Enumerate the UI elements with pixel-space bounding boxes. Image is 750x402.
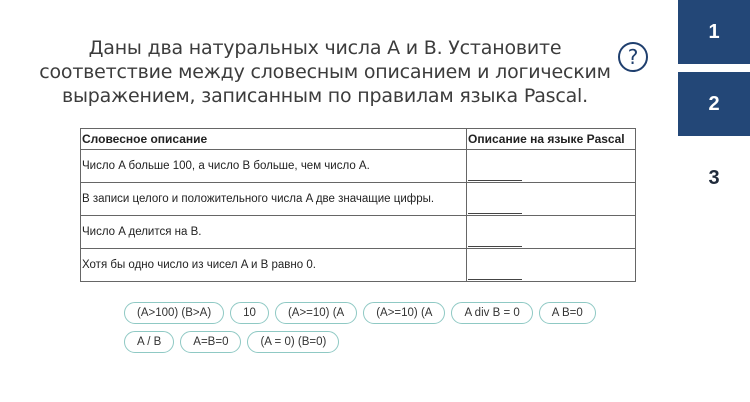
table-row [81,249,636,282]
table-row [81,150,636,183]
help-button[interactable] [618,42,648,72]
answer-drop-slot[interactable] [468,166,522,181]
answer-chip[interactable]: A B=0 [539,302,596,324]
answer-chip[interactable]: A=B=0 [180,331,241,353]
answer-cell [467,216,636,249]
table-header-row [81,129,636,150]
answer-drop-slot[interactable] [468,232,522,247]
answer-options-row-2 [124,331,624,353]
question-navigation [678,0,750,402]
answer-chip[interactable]: (A>=10) (A [275,302,357,324]
header-verbal-description: Словесное описание [81,129,467,150]
answer-chip[interactable]: A div B = 0 [451,302,532,324]
answer-options-row-1 [124,302,624,324]
answer-drop-slot[interactable] [468,199,522,214]
header-pascal-description: Описание на языке Pascal [467,129,636,150]
answer-options [124,302,624,360]
answer-chip[interactable]: (A = 0) (B=0) [247,331,339,353]
nav-question-2[interactable]: 2 [678,72,750,136]
nav-question-3[interactable]: 3 [678,146,750,210]
answer-cell [467,183,636,216]
answer-chip[interactable]: (A>=10) (A [363,302,445,324]
nav-question-1[interactable]: 1 [678,0,750,64]
answer-drop-slot[interactable] [468,265,522,280]
question-mark-icon: ? [627,45,639,69]
answer-chip[interactable]: (A>100) (B>A) [124,302,224,324]
question-text: Даны два натуральных числа A и B. Установите соответствие между словесным описанием и логическим выражением, записанным по правилам языка Pascal. [39,37,611,107]
row-description: Хотя бы одно число из чисел A и B равно 0. [81,249,467,282]
answer-cell [467,249,636,282]
table-row [81,216,636,249]
answer-chip[interactable]: A / B [124,331,174,353]
row-description: Число A делится на B. [81,216,467,249]
answer-chip[interactable]: 10 [230,302,269,324]
table-row [81,183,636,216]
matching-table [80,128,636,282]
row-description: Число A больше 100, а число B больше, чем число A. [81,150,467,183]
row-description: В записи целого и положительного числа A две значащие цифры. [81,183,467,216]
answer-cell [467,150,636,183]
